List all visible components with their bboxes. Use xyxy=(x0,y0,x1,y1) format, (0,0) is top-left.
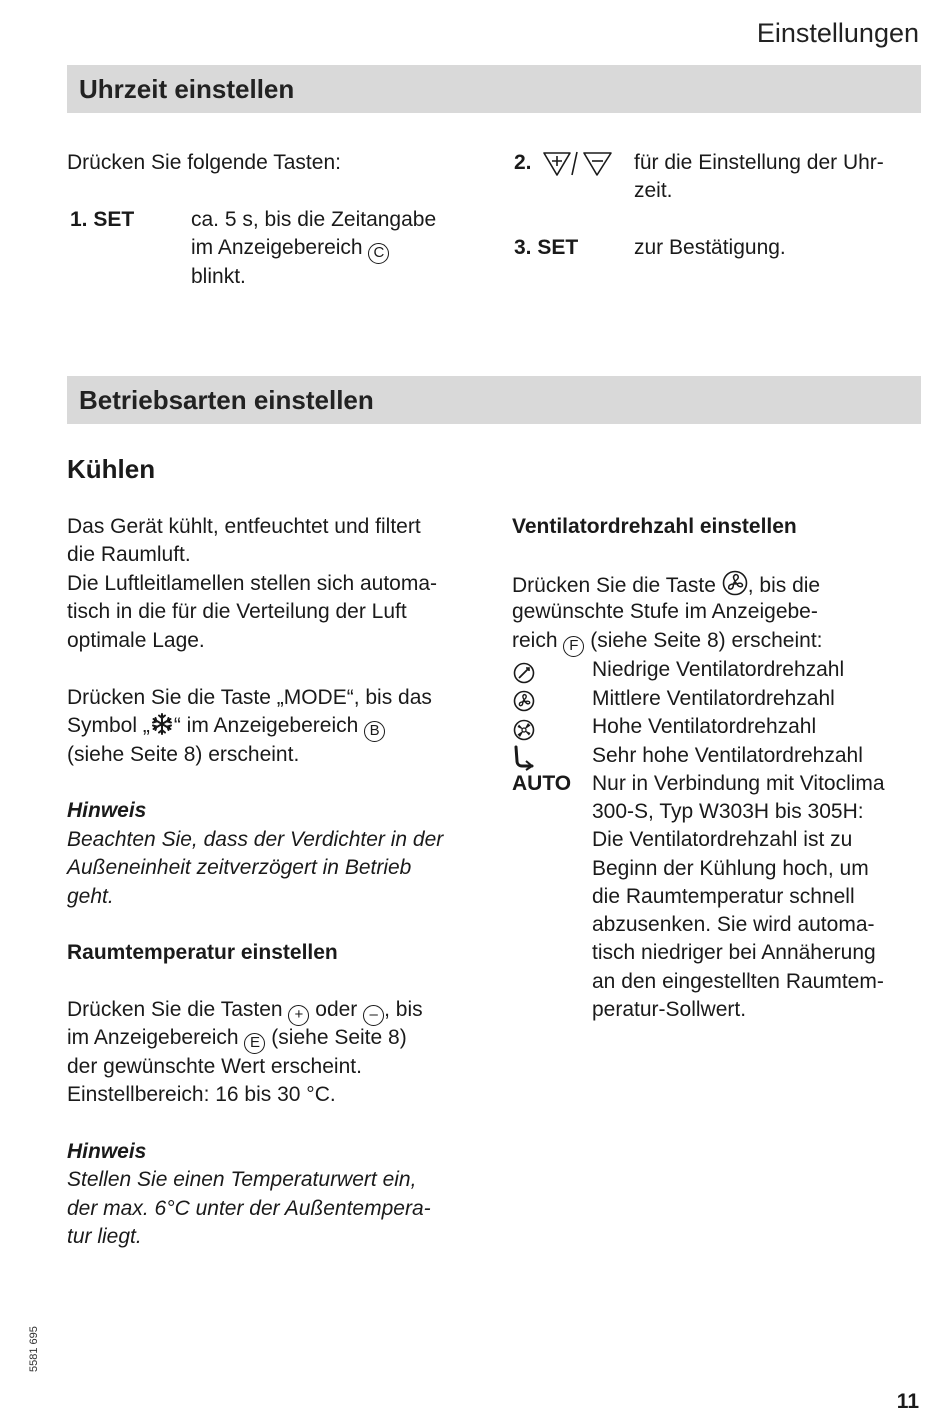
note2-title: Hinweis xyxy=(67,1140,147,1163)
page-number: 11 xyxy=(896,1390,919,1413)
auto-line3: Die Ventilatordrehzahl ist zu xyxy=(592,828,853,851)
auto-key: AUTO xyxy=(512,772,572,795)
raum-line3: der gewünschte Wert erscheint. xyxy=(67,1055,362,1078)
raumtemperatur-heading: Raumtemperatur einstellen xyxy=(67,941,338,964)
auto-line9: peratur-Sollwert. xyxy=(592,998,747,1021)
fan-very-high-icon xyxy=(512,743,538,771)
step3-key: 3. SET xyxy=(514,236,579,259)
note1-title: Hinweis xyxy=(67,799,147,822)
level-low-text: Niedrige Ventilatordrehzahl xyxy=(592,658,845,681)
step1-key: 1. SET xyxy=(70,208,135,231)
subheading-kuehlen: Kühlen xyxy=(67,454,156,484)
para1-line3: Die Luftleitlamellen stellen sich automa- xyxy=(67,572,438,595)
vent-line2: gewünschte Stufe im Anzeigebe- xyxy=(512,600,818,623)
step2-line1: für die Einstellung der Uhr- xyxy=(634,151,884,174)
auto-line4: Beginn der Kühlung hoch, um xyxy=(592,857,869,880)
vent-line3-a: reich xyxy=(512,629,558,652)
note1-line1: Beachten Sie, dass der Verdichter in der xyxy=(67,828,444,851)
fan-medium-icon xyxy=(512,686,538,714)
para1-line2: die Raumluft. xyxy=(67,543,191,566)
auto-line2: 300-S, Typ W303H bis 305H: xyxy=(592,800,864,823)
para1-line5: optimale Lage. xyxy=(67,629,205,652)
document-number: 5581 695 xyxy=(28,1326,40,1372)
raum-line2 xyxy=(67,1024,407,1054)
auto-line1: Nur in Verbindung mit Vitoclima xyxy=(592,772,885,795)
section-bar-uhrzeit xyxy=(67,65,921,113)
auto-line8: an den eingestellten Raumtem- xyxy=(592,970,884,993)
ref-b-marker: B xyxy=(364,721,385,742)
ref-c-marker: C xyxy=(368,243,389,264)
para2-line2-a: Symbol „ xyxy=(67,714,150,737)
step2-key: 2. xyxy=(514,151,532,174)
raum-line4: Einstellbereich: 16 bis 30 °C. xyxy=(67,1083,336,1106)
level-very-high-text: Sehr hohe Ventilatordrehzahl xyxy=(592,744,863,767)
raum-line2-a: im Anzeigebereich xyxy=(67,1026,239,1049)
para1-line4: tisch in die für die Verteilung der Luft xyxy=(67,600,407,623)
vent-line1-b: , bis die xyxy=(747,574,821,597)
level-high-text: Hohe Ventilatordrehzahl xyxy=(592,715,817,738)
vent-line1-a: Drücken Sie die Taste xyxy=(512,574,716,597)
ref-f-marker: F xyxy=(563,636,584,657)
auto-line6: abzusenken. Sie wird automa- xyxy=(592,913,875,936)
para1-line1: Das Gerät kühlt, entfeuchtet und filtert xyxy=(67,515,421,538)
note1-line2: Außeneinheit zeitverzögert in Betrieb xyxy=(67,856,412,879)
note2-line1: Stellen Sie einen Temperaturwert ein, xyxy=(67,1168,417,1191)
note1-line3: geht. xyxy=(67,885,114,908)
heading-betrieb: Betriebsarten einstellen xyxy=(79,385,374,415)
para2-line1: Drücken Sie die Taste „MODE“, bis das xyxy=(67,686,432,709)
vent-line3-b: (siehe Seite 8) erscheint: xyxy=(590,629,823,652)
raum-line1 xyxy=(67,996,423,1026)
step1-line3: blinkt. xyxy=(191,265,246,288)
note2-line2: der max. 6°C unter der Außentempera- xyxy=(67,1197,431,1220)
raum-line1-a: Drücken Sie die Tasten xyxy=(67,998,283,1021)
vent-line3 xyxy=(512,627,823,657)
auto-line7: tisch niedriger bei Annäherung xyxy=(592,941,876,964)
raum-line1-b: oder xyxy=(315,998,358,1021)
plus-key-marker: + xyxy=(288,1005,309,1026)
step2-line2: zeit. xyxy=(634,179,673,202)
uhrzeit-intro: Drücken Sie folgende Tasten: xyxy=(67,151,341,174)
note2-line3: tur liegt. xyxy=(67,1225,142,1248)
para2-line2 xyxy=(67,712,385,745)
minus-key-marker: – xyxy=(363,1005,384,1026)
level-medium-text: Mittlere Ventilatordrehzahl xyxy=(592,687,835,710)
para2-line3: (siehe Seite 8) erscheint. xyxy=(67,743,300,766)
fan-low-icon xyxy=(512,658,538,686)
step3-text: zur Bestätigung. xyxy=(634,236,786,259)
raum-line2-b: (siehe Seite 8) xyxy=(271,1026,407,1049)
section-title: Einstellungen xyxy=(756,18,919,48)
step1-line2 xyxy=(191,234,389,264)
step1-line2-text: im Anzeigebereich xyxy=(191,236,363,259)
snowflake-icon xyxy=(150,712,174,745)
section-bar-betrieb xyxy=(67,376,921,424)
ref-e-marker: E xyxy=(244,1033,265,1054)
ventilator-heading: Ventilatordrehzahl einstellen xyxy=(512,515,797,538)
raum-line1-c: , bis xyxy=(384,998,423,1021)
heading-uhrzeit: Uhrzeit einstellen xyxy=(79,74,295,104)
para2-line2-b: “ im Anzeigebereich xyxy=(173,714,359,737)
auto-line5: die Raumtemperatur schnell xyxy=(592,885,855,908)
plus-minus-triangle-icons xyxy=(541,148,615,178)
fan-high-icon xyxy=(512,715,538,743)
step1-line1: ca. 5 s, bis die Zeitangabe xyxy=(191,208,437,231)
